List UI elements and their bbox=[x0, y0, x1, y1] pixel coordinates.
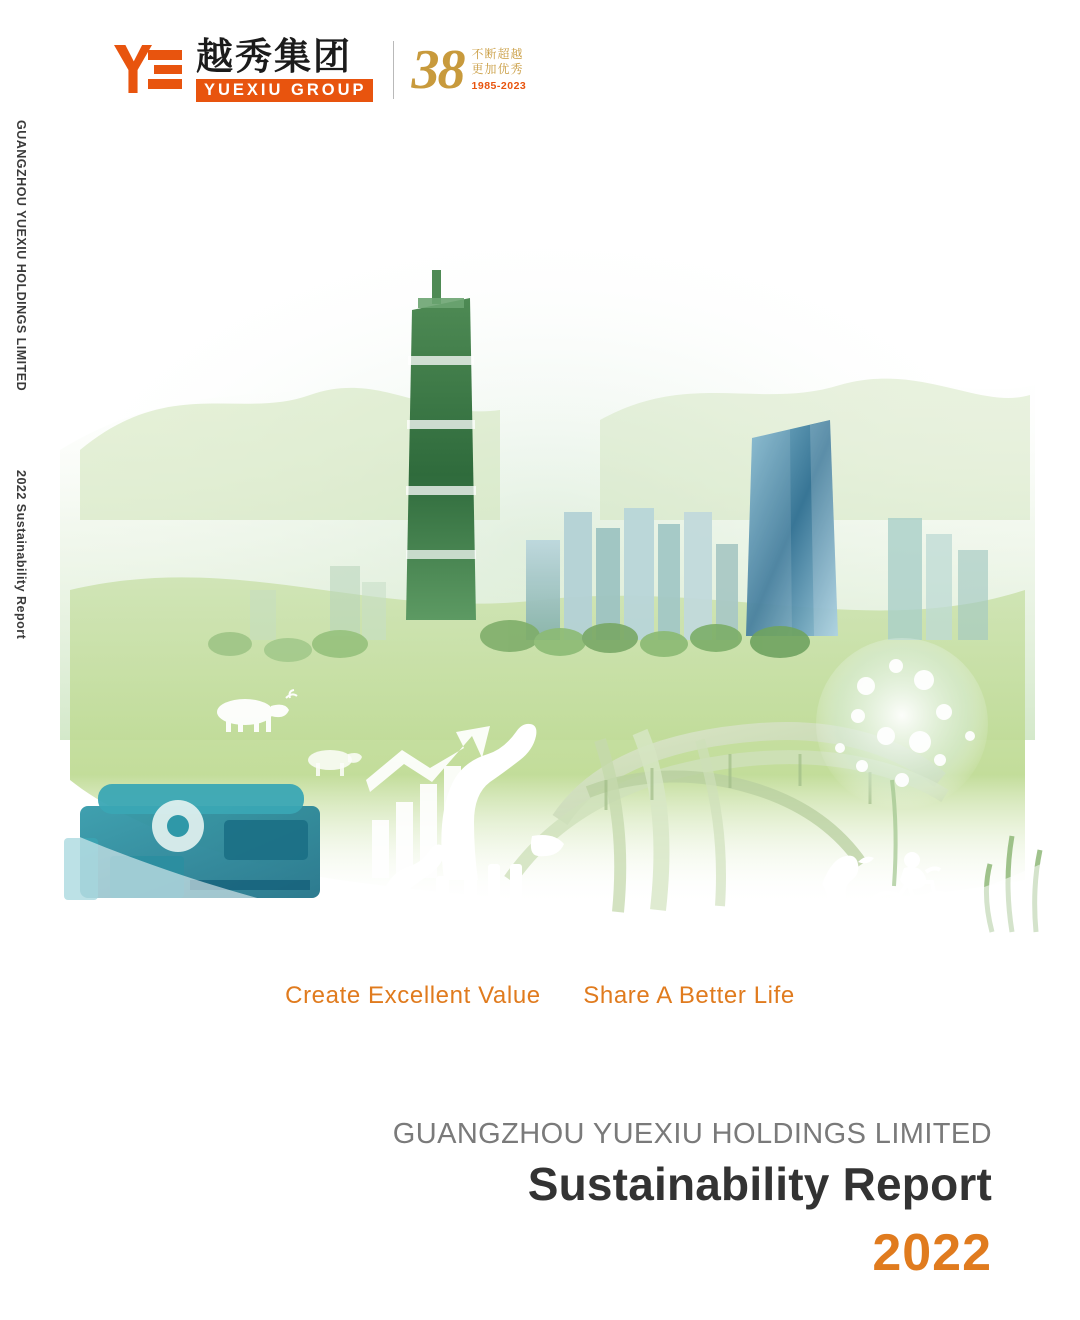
anniversary-text bbox=[472, 47, 527, 93]
green-tower bbox=[406, 270, 476, 620]
logo-divider bbox=[393, 41, 394, 99]
glass-tower bbox=[746, 420, 838, 636]
anniversary-badge bbox=[411, 39, 527, 101]
logo-english-name: YUEXIU GROUP bbox=[196, 79, 373, 102]
tagline-part-1: Create Excellent Value bbox=[285, 982, 541, 1009]
logo-chinese-name: 越秀集团 bbox=[196, 35, 352, 79]
company-name: GUANGZHOU YUEXIU HOLDINGS LIMITED bbox=[392, 1118, 992, 1150]
anniversary-years: 1985-2023 bbox=[471, 79, 527, 92]
anniversary-slogan-line2: 更加优秀 bbox=[471, 61, 524, 76]
cover-illustration bbox=[40, 120, 1050, 960]
report-year: 2022 bbox=[872, 1224, 992, 1282]
page-title: Sustainability Report bbox=[527, 1158, 992, 1210]
logo-wordmark bbox=[196, 35, 373, 102]
yuexiu-y-logo-icon bbox=[112, 41, 186, 99]
spine-report-title: 2022 Sustainability Report bbox=[14, 470, 28, 640]
cover-title-block bbox=[192, 1118, 992, 1283]
anniversary-number: 38 bbox=[411, 39, 464, 101]
cover-tagline bbox=[0, 982, 1080, 1010]
tagline-part-2: Share A Better Life bbox=[583, 982, 795, 1009]
anniversary-slogan-line1: 不断超越 bbox=[471, 46, 524, 61]
brand-logo-block bbox=[112, 30, 572, 110]
spine-company-name: GUANGZHOU YUEXIU HOLDINGS LIMITED bbox=[14, 120, 28, 392]
